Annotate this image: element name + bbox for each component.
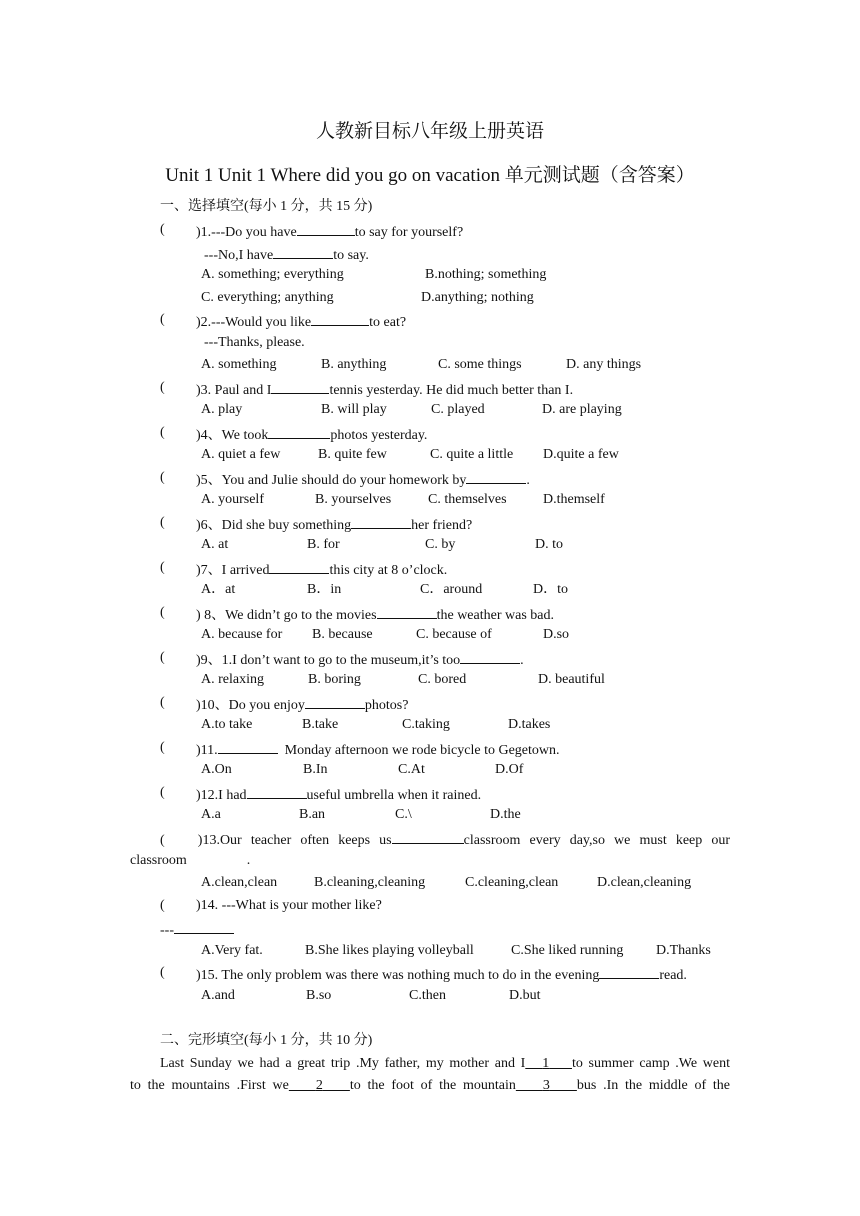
question-stem: )6、Did she buy something bbox=[196, 518, 352, 533]
question-rest: to eat? bbox=[369, 315, 407, 330]
option-a: A. something; everything bbox=[201, 267, 344, 282]
option-b: B. yourselves bbox=[315, 492, 392, 507]
option-a: A. relaxing bbox=[201, 672, 264, 687]
question-rest: tennis yesterday. He did much better than I. bbox=[329, 383, 574, 398]
question-rest: this city at 8 o’clock. bbox=[329, 563, 448, 578]
option-b: B.She likes playing volleyball bbox=[305, 943, 474, 958]
question-stem: )12.I had bbox=[196, 788, 247, 803]
question-13 bbox=[160, 829, 730, 850]
option-b: B.In bbox=[303, 762, 328, 777]
answer-paren: ( bbox=[160, 833, 165, 848]
question-rest: photos yesterday. bbox=[330, 428, 428, 443]
answer-paren: ( bbox=[160, 605, 165, 620]
question-stem: )11. bbox=[196, 743, 218, 758]
blank-number: 1 bbox=[542, 1056, 550, 1071]
option-d: D.takes bbox=[508, 717, 551, 732]
cloze-blank-1 bbox=[525, 1056, 572, 1071]
document-title: 人教新目标八年级上册英语 bbox=[315, 121, 544, 142]
question-rest: Monday afternoon we rode bicycle to Gegetown. bbox=[284, 743, 560, 758]
answer-paren: ( bbox=[160, 898, 165, 913]
option-c: C.She liked running bbox=[511, 943, 624, 958]
option-c: C.taking bbox=[402, 717, 450, 732]
blank bbox=[268, 424, 330, 439]
question-9 bbox=[196, 649, 524, 670]
answer-paren: ( bbox=[160, 965, 165, 980]
question-stem: ) 8、We didn’t go to the movies bbox=[196, 608, 377, 623]
answer-paren: ( bbox=[160, 222, 165, 237]
answer-paren: ( bbox=[160, 312, 165, 327]
blank bbox=[297, 221, 355, 236]
answer-paren: ( bbox=[160, 470, 165, 485]
blank bbox=[466, 469, 526, 484]
question-2 bbox=[196, 311, 406, 332]
question-13-cont bbox=[130, 852, 250, 870]
question-3 bbox=[196, 379, 573, 400]
cloze-text: to the foot of the mountain bbox=[349, 1078, 516, 1093]
option-b: B.cleaning,cleaning bbox=[314, 875, 426, 890]
question-rest: her friend? bbox=[411, 518, 473, 533]
reply-text: --- bbox=[160, 923, 174, 938]
option-d: D.Of bbox=[495, 762, 524, 777]
option-a: A.to take bbox=[201, 717, 253, 732]
question-rest: the weather was bad. bbox=[436, 608, 554, 623]
option-c: C. played bbox=[431, 402, 485, 417]
option-b: B. because bbox=[312, 627, 373, 642]
option-c: C.\ bbox=[395, 807, 412, 822]
question-rest: . bbox=[520, 653, 524, 668]
blank bbox=[460, 649, 520, 664]
cloze-line-1 bbox=[160, 1055, 730, 1073]
question-rest: classroom every day,so we must keep our bbox=[463, 833, 731, 848]
option-b: B．in bbox=[307, 582, 342, 597]
answer-paren: ( bbox=[160, 785, 165, 800]
cloze-blank-2 bbox=[289, 1078, 350, 1093]
question-stem: )15. The only problem was there was nothing much to do in the evening bbox=[196, 968, 600, 983]
question-1 bbox=[196, 221, 463, 242]
question-14-reply bbox=[160, 919, 234, 940]
option-d: D.clean,cleaning bbox=[597, 875, 692, 890]
cloze-text: to summer camp .We went bbox=[571, 1056, 730, 1071]
question-stem: )9、1.I don’t want to go to the museum,it’s too bbox=[196, 653, 461, 668]
question-2-reply: ---Thanks, please. bbox=[204, 335, 305, 350]
blank-number: 3 bbox=[542, 1078, 550, 1093]
option-d: D．to bbox=[533, 582, 568, 597]
option-a: A.a bbox=[201, 807, 221, 822]
option-c: C. some things bbox=[438, 357, 522, 372]
answer-paren: ( bbox=[160, 515, 165, 530]
option-d: D.themself bbox=[543, 492, 605, 507]
cloze-text: bus .In the middle of the bbox=[576, 1078, 731, 1093]
question-stem: )1.---Do you have bbox=[196, 225, 297, 240]
option-c: C. everything; anything bbox=[201, 290, 334, 305]
question-rest: useful umbrella when it rained. bbox=[306, 788, 482, 803]
option-b: B. will play bbox=[321, 402, 387, 417]
question-11 bbox=[196, 739, 560, 760]
cloze-blank-3 bbox=[516, 1078, 577, 1093]
blank bbox=[377, 604, 437, 619]
option-d: D. are playing bbox=[542, 402, 622, 417]
option-a: A.clean,clean bbox=[201, 875, 278, 890]
question-12 bbox=[196, 784, 481, 805]
answer-paren: ( bbox=[160, 740, 165, 755]
question-rest: to say for yourself? bbox=[354, 225, 464, 240]
question-8 bbox=[196, 604, 554, 625]
blank bbox=[271, 379, 329, 394]
section-1-heading: 一、选择填空(每小 1 分，共 15 分) bbox=[160, 199, 373, 214]
question-text: classroom bbox=[130, 853, 187, 868]
question-stem: )13.Our teacher often keeps us bbox=[197, 833, 392, 848]
blank bbox=[247, 784, 307, 799]
blank-number: 2 bbox=[315, 1078, 323, 1093]
question-14: )14. ---What is your mother like? bbox=[196, 898, 382, 913]
option-c: C．around bbox=[420, 582, 483, 597]
blank bbox=[392, 829, 464, 844]
question-stem: )3. Paul and I bbox=[196, 383, 272, 398]
option-d: D.quite a few bbox=[543, 447, 619, 462]
blank bbox=[305, 694, 365, 709]
option-c: C. quite a little bbox=[430, 447, 514, 462]
question-rest: . bbox=[526, 473, 530, 488]
question-rest: read. bbox=[659, 968, 687, 983]
question-stem: )5、You and Julie should do your homework by bbox=[196, 473, 467, 488]
option-a: A. something bbox=[201, 357, 277, 372]
option-d: D. beautiful bbox=[538, 672, 605, 687]
blank bbox=[174, 919, 234, 934]
blank bbox=[273, 244, 333, 259]
option-b: B.nothing; something bbox=[425, 267, 547, 282]
option-d: D.the bbox=[490, 807, 521, 822]
option-c: C. because of bbox=[416, 627, 492, 642]
question-stem: )4、We took bbox=[196, 428, 269, 443]
answer-paren: ( bbox=[160, 425, 165, 440]
option-a: A. play bbox=[201, 402, 243, 417]
question-5 bbox=[196, 469, 530, 490]
option-c: C. themselves bbox=[428, 492, 507, 507]
option-b: B.take bbox=[302, 717, 339, 732]
option-a: A.On bbox=[201, 762, 232, 777]
option-a: A. yourself bbox=[201, 492, 264, 507]
question-stem: )2.---Would you like bbox=[196, 315, 312, 330]
option-d: D. any things bbox=[566, 357, 642, 372]
blank bbox=[599, 964, 659, 979]
option-a: A．at bbox=[201, 582, 236, 597]
question-7 bbox=[196, 559, 447, 580]
option-d: D.but bbox=[509, 988, 541, 1003]
question-stem: )10、Do you enjoy bbox=[196, 698, 305, 713]
option-b: B. anything bbox=[321, 357, 387, 372]
answer-paren: ( bbox=[160, 560, 165, 575]
option-b: B. boring bbox=[308, 672, 361, 687]
option-a: A. quiet a few bbox=[201, 447, 281, 462]
option-d: D.Thanks bbox=[656, 943, 711, 958]
option-d: D. to bbox=[535, 537, 563, 552]
option-b: B.an bbox=[299, 807, 326, 822]
blank bbox=[351, 514, 411, 529]
answer-paren: ( bbox=[160, 380, 165, 395]
blank bbox=[218, 739, 278, 754]
cloze-line-2 bbox=[130, 1077, 730, 1095]
option-d: D.so bbox=[543, 627, 570, 642]
option-b: B. for bbox=[307, 537, 340, 552]
question-15 bbox=[196, 964, 687, 985]
section-2-heading: 二、完形填空(每小 1 分，共 10 分) bbox=[160, 1033, 373, 1048]
question-end: . bbox=[246, 853, 251, 868]
option-c: C. bored bbox=[418, 672, 467, 687]
option-b: B.so bbox=[306, 988, 332, 1003]
option-a: A. at bbox=[201, 537, 229, 552]
answer-paren: ( bbox=[160, 695, 165, 710]
option-a: A.and bbox=[201, 988, 235, 1003]
cloze-text: Last Sunday we had a great trip .My father, my mother and I bbox=[160, 1056, 526, 1071]
question-rest: photos? bbox=[364, 698, 409, 713]
option-c: C. by bbox=[425, 537, 456, 552]
question-4 bbox=[196, 424, 427, 445]
question-10 bbox=[196, 694, 408, 715]
question-stem: )7、I arrived bbox=[196, 563, 270, 578]
option-c: C.then bbox=[409, 988, 446, 1003]
cloze-text: to the mountains .First we bbox=[130, 1078, 289, 1093]
answer-paren: ( bbox=[160, 650, 165, 665]
option-c: C.At bbox=[398, 762, 425, 777]
option-d: D.anything; nothing bbox=[421, 290, 534, 305]
option-b: B. quite few bbox=[318, 447, 387, 462]
option-a: A. because for bbox=[201, 627, 283, 642]
document-subtitle: Unit 1 Unit 1 Where did you go on vacation 单元测试题（含答案） bbox=[165, 165, 695, 186]
option-c: C.cleaning,clean bbox=[465, 875, 559, 890]
option-a: A.Very fat. bbox=[201, 943, 263, 958]
reply-rest: to say. bbox=[333, 248, 369, 263]
blank bbox=[269, 559, 329, 574]
question-1-reply bbox=[204, 244, 369, 265]
reply-text: ---No,I have bbox=[204, 248, 274, 263]
question-6 bbox=[196, 514, 472, 535]
blank bbox=[311, 311, 369, 326]
